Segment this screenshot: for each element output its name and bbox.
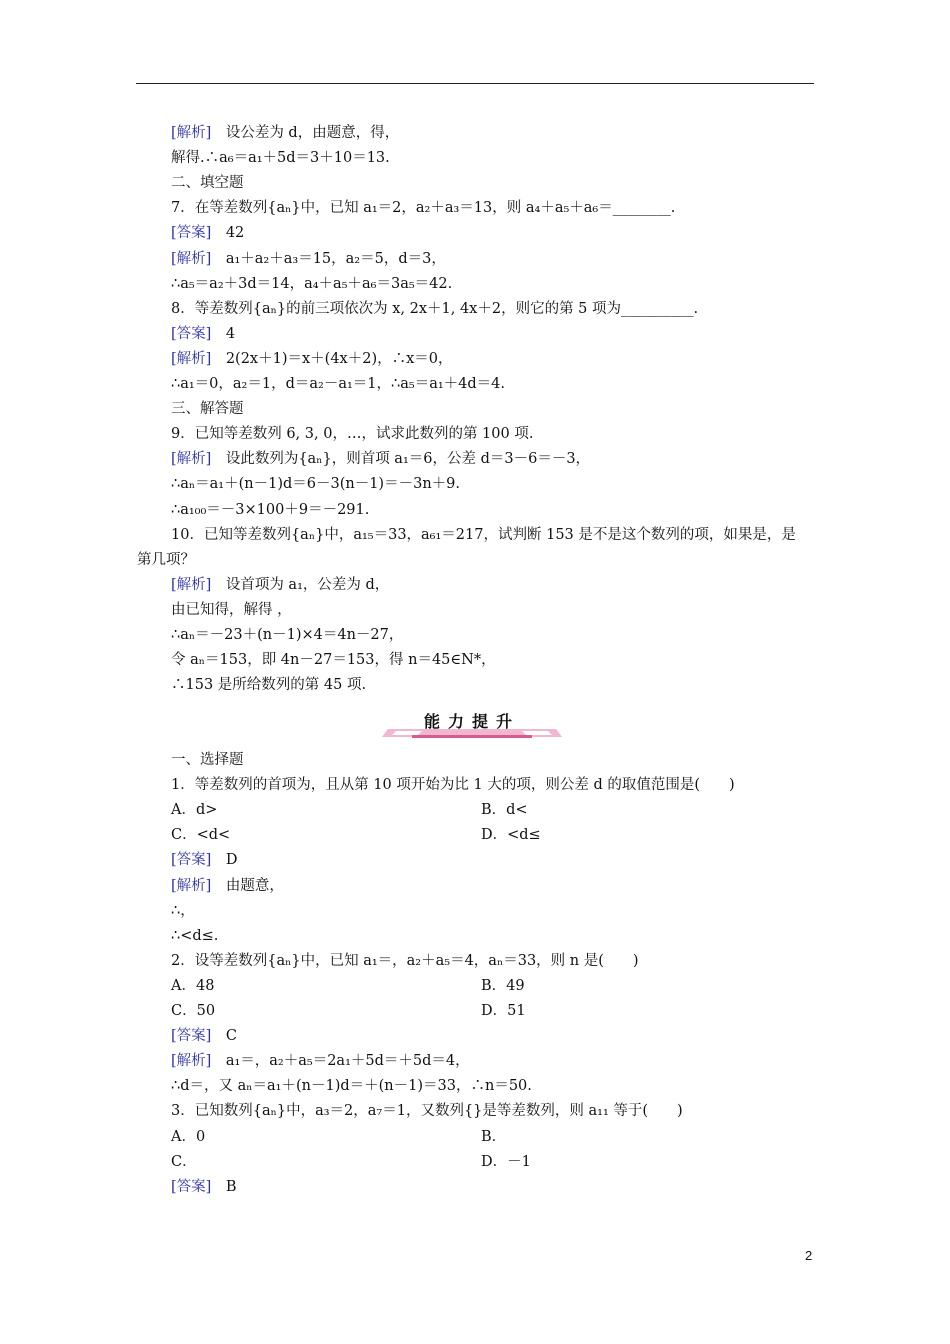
line-text: 42 — [211, 225, 245, 242]
line-text: 3．已知数列{aₙ}中，a₃＝2，a₇＝1，又数列{}是等差数列，则 a₁₁ 等于( ) — [171, 1103, 683, 1120]
text-line — [171, 349, 453, 369]
text-line — [171, 424, 533, 444]
text-line — [171, 625, 403, 645]
text-line — [171, 575, 389, 595]
annotation-tag: [解析] — [171, 877, 212, 894]
line-text: 设此数列为{aₙ}，则首项 a₁＝6，公差 d＝3－6＝－3， — [211, 451, 591, 468]
option-right: B．d< — [481, 802, 528, 819]
header-rule — [136, 83, 814, 84]
annotation-tag: [解析] — [171, 125, 212, 141]
line-text: C．<d< — [171, 827, 231, 844]
text-line — [171, 1001, 215, 1021]
line-text: A．48 — [171, 977, 215, 994]
line-text: 2．设等差数列{aₙ}中，已知 a₁＝，a₂＋a₅＝4，aₙ＝33，则 n 是( ) — [171, 952, 639, 969]
line-text: 解得.∴a₆＝a₁＋5d＝3＋10＝13. — [171, 150, 390, 167]
line-text: 三、解答题 — [171, 401, 244, 418]
text-line — [171, 1127, 205, 1147]
text-line — [171, 1051, 470, 1071]
option-right: B． — [481, 1128, 507, 1145]
line-text: ∴aₙ＝－23＋(n－1)×4＝4n－27， — [171, 627, 404, 643]
line-text: A．0 — [171, 1128, 206, 1145]
text-line — [171, 223, 244, 243]
banner-title: 能力提升 — [423, 712, 520, 731]
text-line — [171, 1152, 197, 1172]
text-line — [171, 800, 217, 820]
text-line — [171, 324, 235, 344]
text-line — [171, 274, 452, 294]
text-line — [171, 600, 292, 620]
line-text: 7．在等差数列{aₙ}中，已知 a₁＝2，a₂＋a₃＝13，则 a₄＋a₅＋a₆＝________. — [171, 200, 676, 217]
text-line — [171, 775, 735, 795]
text-line — [171, 926, 218, 946]
line-text: ∴， — [171, 902, 195, 919]
text-line — [171, 675, 366, 695]
line-text: 1．等差数列的首项为，且从第 10 项开始为比 1 大的项，则公差 d 的取值范围是( ) — [171, 777, 735, 794]
text-line — [171, 1177, 236, 1197]
text-line — [171, 825, 230, 845]
line-text: 2(2x＋1)＝x＋(4x＋2)，∴x＝0， — [211, 350, 453, 367]
text-line — [171, 1101, 683, 1121]
line-text: C．50 — [171, 1003, 216, 1019]
line-text: 设首项为 a₁，公差为 d， — [211, 576, 390, 593]
text-line — [171, 750, 244, 770]
annotation-tag: [答案] — [171, 852, 212, 869]
line-text: 第几项？ — [137, 551, 195, 568]
text-line — [171, 374, 505, 394]
text-line — [171, 850, 237, 870]
line-text: 10．已知等差数列{aₙ}中，a₁₅＝33，a₆₁＝217，试判断 153 是不是这个数列的项，如果是，是 — [171, 526, 796, 543]
annotation-tag: [答案] — [171, 1028, 212, 1045]
text-line — [171, 148, 390, 168]
line-text: 4 — [211, 325, 236, 342]
line-text: A．d> — [171, 802, 218, 819]
line-text: D — [211, 852, 238, 869]
text-line — [171, 650, 496, 670]
text-line — [171, 123, 399, 143]
text-line — [171, 449, 590, 469]
text-line — [171, 1026, 237, 1046]
line-text: C — [211, 1028, 237, 1045]
text-line — [171, 876, 284, 896]
annotation-tag: [解析] — [171, 250, 212, 267]
line-text: ∴aₙ＝a₁＋(n－1)d＝6－3(n－1)＝－3n＋9. — [171, 476, 460, 493]
line-text: ∴<d≤. — [171, 927, 219, 944]
text-line — [171, 249, 446, 269]
text-line — [171, 525, 796, 545]
text-line — [171, 474, 460, 494]
line-text: 由题意， — [211, 877, 284, 894]
line-text: 8．等差数列{aₙ}的前三项依次为 x, 2x＋1, 4x＋2，则它的第 5 项为__________. — [171, 300, 699, 317]
annotation-tag: [解析] — [171, 451, 212, 468]
section-banner — [382, 707, 562, 739]
text-line — [171, 976, 214, 996]
line-text: 一、选择题 — [171, 752, 244, 768]
option-right: D．－1 — [481, 1153, 531, 1170]
line-text: 令 aₙ＝153，即 4n－27＝153，得 n＝45∈N*， — [171, 652, 496, 669]
line-text: a₁＝，a₂＋a₅＝2a₁＋5d＝＋5d＝4， — [211, 1053, 470, 1070]
text-line — [171, 500, 369, 520]
annotation-tag: [解析] — [171, 576, 212, 593]
line-text: a₁＋a₂＋a₃＝15，a₂＝5，d＝3， — [211, 250, 446, 267]
annotation-tag: [答案] — [171, 225, 212, 242]
page-number: 2 — [805, 1248, 813, 1263]
text-line — [171, 198, 675, 218]
annotation-tag: [答案] — [171, 1178, 212, 1195]
text-line — [171, 951, 639, 971]
line-text: ∴d＝，又 aₙ＝a₁＋(n－1)d＝＋(n－1)＝33，∴n＝50. — [171, 1078, 532, 1095]
annotation-tag: [解析] — [171, 1053, 212, 1070]
line-text: 9．已知等差数列 6, 3, 0，…，试求此数列的第 100 项. — [171, 426, 534, 443]
line-text: 设公差为 d，由题意，得， — [211, 125, 400, 141]
text-line — [171, 1076, 532, 1096]
text-line — [171, 173, 244, 193]
text-line — [137, 550, 195, 570]
option-right: D．<d≤ — [481, 827, 541, 844]
annotation-tag: [解析] — [171, 350, 212, 367]
line-text: B — [211, 1178, 237, 1195]
option-right: D．51 — [481, 1003, 526, 1019]
text-line — [171, 299, 698, 319]
annotation-tag: [答案] — [171, 325, 212, 342]
line-text: ∴a₅＝a₂＋3d＝14，a₄＋a₅＋a₆＝3a₅＝42. — [171, 275, 453, 292]
option-right: B．49 — [481, 977, 525, 994]
text-line — [171, 901, 195, 921]
line-text: C． — [171, 1153, 197, 1170]
line-text: ∴a₁＝0，a₂＝1，d＝a₂－a₁＝1，∴a₅＝a₁＋4d＝4. — [171, 376, 505, 392]
text-line — [171, 399, 244, 419]
line-text: 二、填空题 — [171, 175, 244, 192]
line-text: 由已知得，解得 ， — [171, 601, 292, 618]
line-text: ∴153 是所给数列的第 45 项. — [171, 677, 367, 694]
line-text: ∴a₁₀₀＝－3×100＋9＝－291. — [171, 501, 370, 518]
